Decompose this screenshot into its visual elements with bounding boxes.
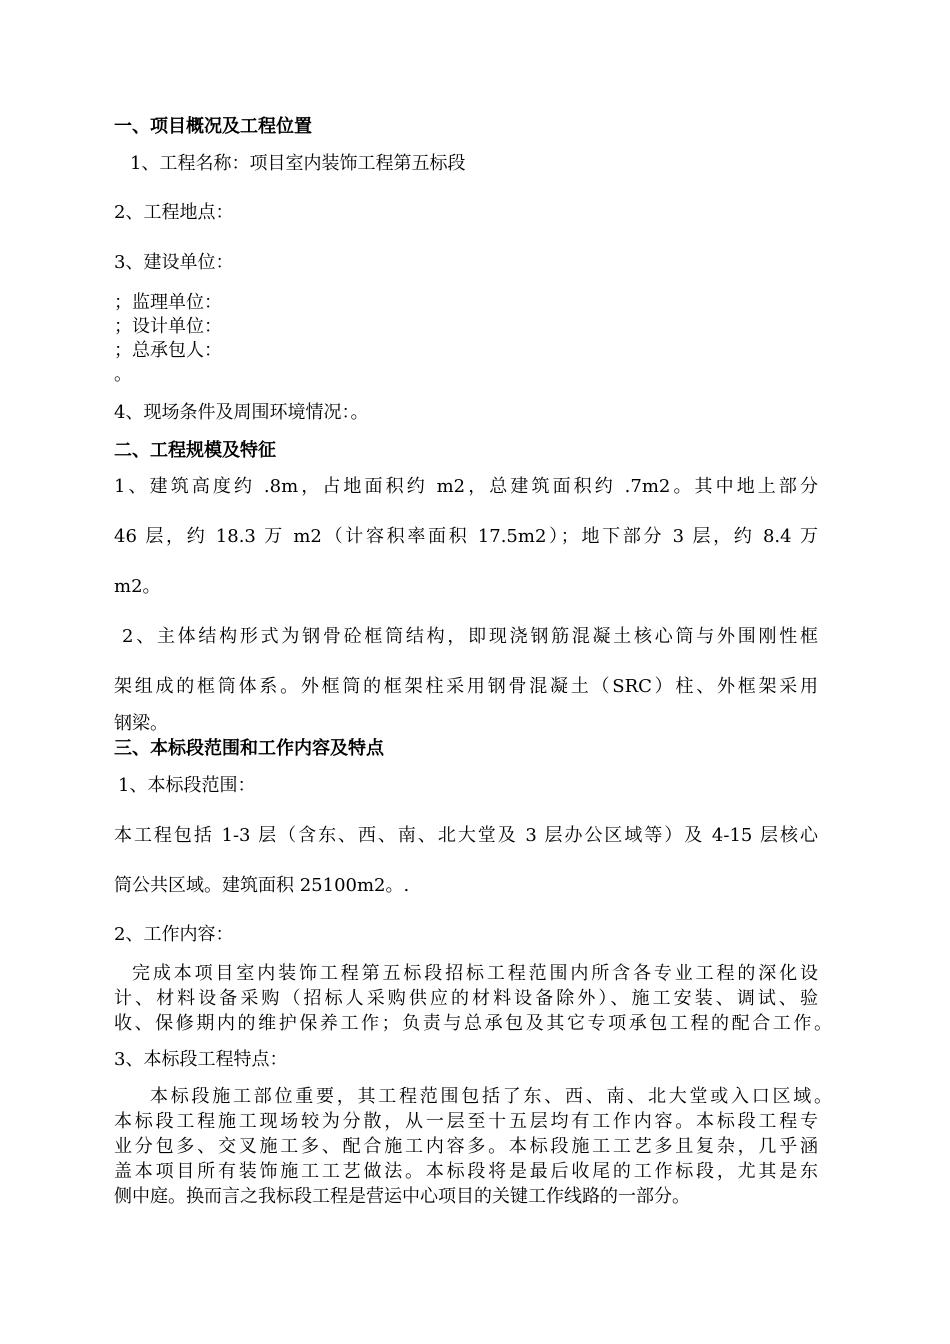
scope-item-line: 1、本标段范围： — [118, 775, 256, 796]
project-name-line: 1、工程名称：项目室内装饰工程第五标段 — [130, 153, 466, 174]
scope-paragraph-line: 本工程包括 1-3 层（含东、西、南、北大堂及 3 层办公区域等）及 4-15 层核心 — [114, 825, 818, 846]
scale-paragraph-line: m2。 — [114, 576, 161, 597]
structure-paragraph-line: 架组成的框筒体系。外框筒的框架柱采用钢骨混凝土（SRC）柱、外框架采用 — [114, 676, 818, 697]
section-1-heading: 一、项目概况及工程位置 — [114, 116, 312, 137]
project-location-line: 2、工程地点： — [114, 202, 234, 223]
work-paragraph-line: 计、材料设备采购（招标人采购供应的材料设备除外）、施工安装、调试、验 — [114, 988, 818, 1009]
work-paragraph-line: 完成本项目室内装饰工程第五标段招标工程范围内所含各专业工程的深化设 — [132, 963, 818, 984]
structure-paragraph-line: 2、主体结构形式为钢骨砼框筒结构，即现浇钢筋混凝土核心筒与外围刚性框 — [122, 626, 818, 647]
section-2-heading: 二、工程规模及特征 — [114, 440, 276, 461]
designer-line: ；设计单位： — [114, 316, 222, 337]
work-paragraph-line: 收、保修期内的维护保养工作；负责与总承包及其它专项承包工程的配合工作。 — [114, 1013, 832, 1034]
features-paragraph-line: 侧中庭。换而言之我标段工程是营运中心项目的关键工作线路的一部分。 — [114, 1186, 690, 1207]
features-paragraph-line: 本标段工程施工现场较为分散，从一层至十五层均有工作内容。本标段工程专 — [114, 1111, 818, 1132]
general-contractor-line: ；总承包人： — [114, 340, 222, 361]
features-paragraph-line: 盖本项目所有装饰施工工艺做法。本标段将是最后收尾的工作标段，尤其是东 — [114, 1161, 818, 1182]
features-paragraph-line: 本标段施工部位重要，其工程范围包括了东、西、南、北大堂或入口区域。 — [150, 1086, 832, 1107]
period-line: 。 — [114, 364, 132, 385]
section-3-heading: 三、本标段范围和工作内容及特点 — [114, 738, 384, 759]
site-conditions-line: 4、现场条件及周围环境情况：。 — [114, 402, 369, 423]
work-item-line: 2、工作内容： — [114, 924, 234, 945]
features-item-line: 3、本标段工程特点： — [114, 1049, 288, 1070]
owner-line: 3、建设单位： — [114, 252, 234, 273]
features-paragraph-line: 业分包多、交叉施工多、配合施工内容多。本标段施工工艺多且复杂，几乎涵 — [114, 1136, 818, 1157]
scale-paragraph-line: 1、建筑高度约 .8m，占地面积约 m2，总建筑面积约 .7m2。其中地上部分 — [114, 476, 818, 497]
scale-paragraph-line: 46 层，约 18.3 万 m2（计容积率面积 17.5m2）；地下部分 3 层，约 8.4 万 — [114, 526, 818, 547]
structure-paragraph-line: 钢梁。 — [114, 713, 168, 734]
scope-paragraph-line: 筒公共区域。建筑面积 25100m2。. — [114, 875, 410, 896]
supervisor-line: ；监理单位： — [114, 292, 222, 313]
